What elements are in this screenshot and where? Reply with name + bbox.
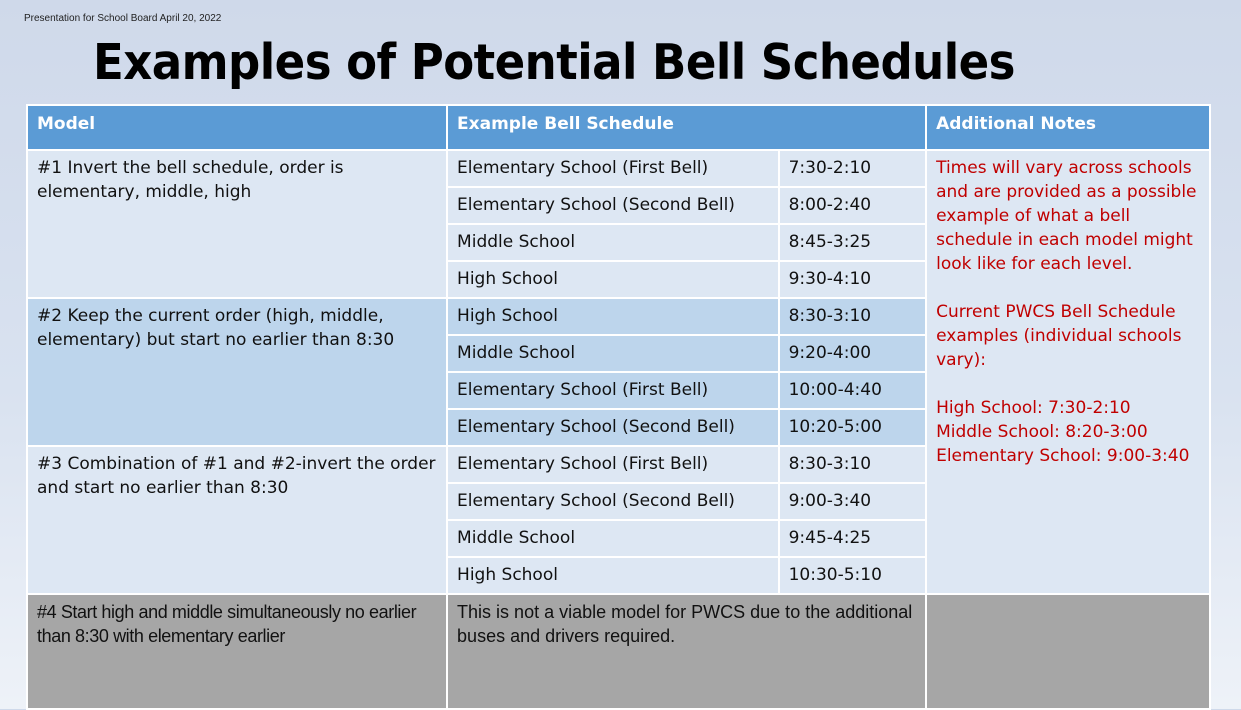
schedule-time: 10:20-5:00 <box>779 409 927 446</box>
schedule-time: 9:30-4:10 <box>779 261 927 298</box>
model-2-label: #2 Keep the current order (high, middle, elementary) but start no earlier than 8:30 <box>27 298 447 446</box>
schedule-school: Elementary School (Second Bell) <box>447 483 779 520</box>
schedule-time: 9:00-3:40 <box>779 483 927 520</box>
schedule-time: 10:00-4:40 <box>779 372 927 409</box>
schedule-school: High School <box>447 557 779 594</box>
schedule-school: Middle School <box>447 520 779 557</box>
header-model: Model <box>27 105 447 150</box>
notes-spacer <box>936 276 1200 300</box>
schedule-time: 8:45-3:25 <box>779 224 927 261</box>
notes-paragraph-1: Times will vary across schools and are provided as a possible example of what a bell schedule in each model might look like for each level. <box>936 158 1197 274</box>
schedule-school: Middle School <box>447 224 779 261</box>
additional-notes <box>926 150 1210 594</box>
schedule-time: 9:45-4:25 <box>779 520 927 557</box>
header-schedule: Example Bell Schedule <box>447 105 926 150</box>
current-middle-school: Middle School: 8:20-3:00 <box>936 422 1148 442</box>
schedule-time: 7:30-2:10 <box>779 150 927 187</box>
schedule-time: 9:20-4:00 <box>779 335 927 372</box>
schedule-school: High School <box>447 298 779 335</box>
schedule-school: High School <box>447 261 779 298</box>
current-high-school: High School: 7:30-2:10 <box>936 398 1131 418</box>
model-4-notes-empty <box>926 594 1210 709</box>
schedule-time: 8:30-3:10 <box>779 298 927 335</box>
notes-spacer <box>936 372 1200 396</box>
schedule-time: 8:00-2:40 <box>779 187 927 224</box>
table-row <box>27 594 1210 709</box>
slide-subtitle: Presentation for School Board April 20, 2022 <box>24 13 222 24</box>
table-row <box>27 150 1210 187</box>
slide-title: Examples of Potential Bell Schedules <box>93 34 1015 91</box>
model-3-label: #3 Combination of #1 and #2-invert the order and start no earlier than 8:30 <box>27 446 447 594</box>
table-header-row <box>27 105 1210 150</box>
schedule-time: 10:30-5:10 <box>779 557 927 594</box>
schedule-school: Elementary School (First Bell) <box>447 150 779 187</box>
header-notes: Additional Notes <box>926 105 1210 150</box>
schedule-school: Elementary School (First Bell) <box>447 372 779 409</box>
model-4-note: This is not a viable model for PWCS due to the additional buses and drivers required. <box>447 594 926 709</box>
notes-paragraph-2: Current PWCS Bell Schedule examples (individual schools vary): <box>936 302 1182 370</box>
model-1-label: #1 Invert the bell schedule, order is elementary, middle, high <box>27 150 447 298</box>
current-elementary-school: Elementary School: 9:00-3:40 <box>936 446 1190 466</box>
schedule-school: Middle School <box>447 335 779 372</box>
schedule-time: 8:30-3:10 <box>779 446 927 483</box>
schedule-school: Elementary School (Second Bell) <box>447 409 779 446</box>
schedule-school: Elementary School (Second Bell) <box>447 187 779 224</box>
schedule-school: Elementary School (First Bell) <box>447 446 779 483</box>
model-4-label: #4 Start high and middle simultaneously no earlier than 8:30 with elementary earlier <box>27 594 447 709</box>
bell-schedule-table <box>26 104 1211 710</box>
